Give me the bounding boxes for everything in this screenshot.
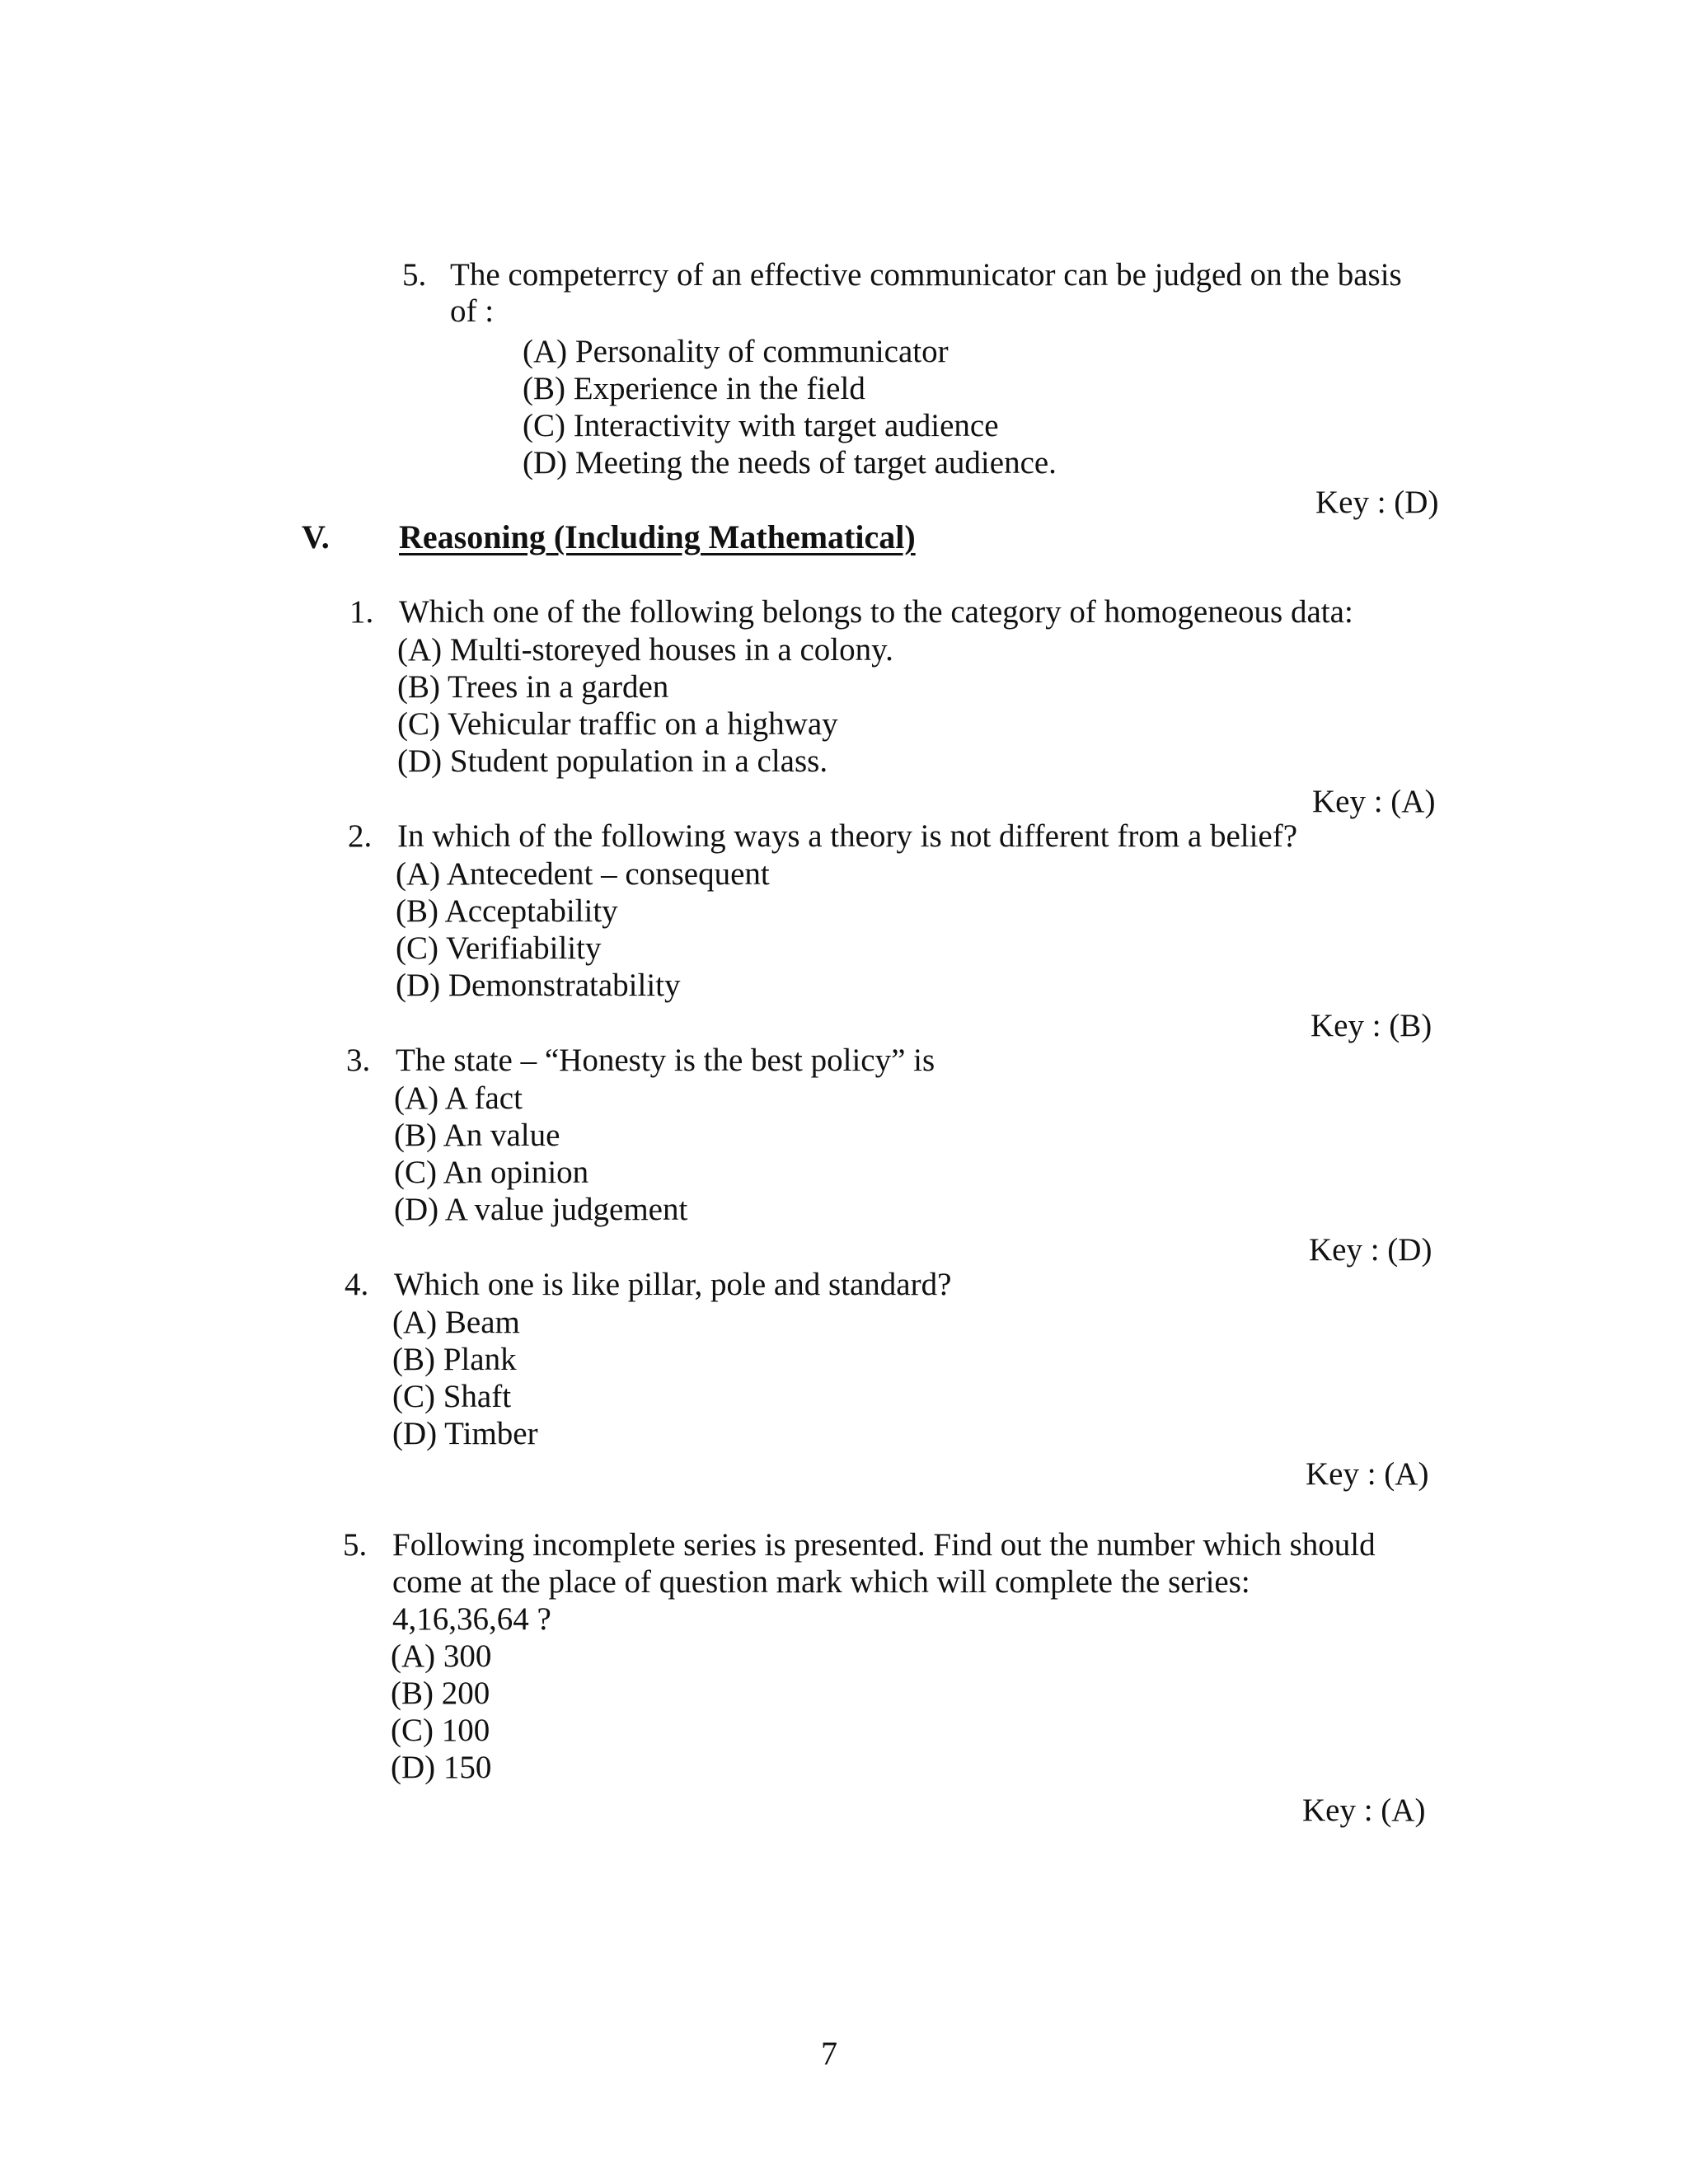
option-d: (D) Demonstratability xyxy=(396,968,681,1003)
option-b: (B) Trees in a garden xyxy=(397,669,669,705)
option-a: (A) 300 xyxy=(391,1638,492,1674)
question-number: 5. xyxy=(343,1527,368,1563)
question-number: 3. xyxy=(346,1043,371,1078)
option-b: (B) Experience in the field xyxy=(523,371,865,406)
answer-key: Key : (D) xyxy=(1315,485,1439,520)
option-d: (D) Student population in a class. xyxy=(397,743,828,779)
question-text-line: In which of the following ways a theory is not different from a belief? xyxy=(397,818,1298,854)
option-a: (A) Antecedent – consequent xyxy=(396,856,770,892)
question-number: 4. xyxy=(345,1267,369,1302)
option-c: (C) Interactivity with target audience xyxy=(523,408,999,443)
page-number: 7 xyxy=(821,2035,837,2072)
question-text-line: The competerrcy of an effective communicator can be judged on the basis xyxy=(450,257,1402,293)
option-b: (B) Plank xyxy=(392,1342,517,1377)
option-c: (C) Vehicular traffic on a highway xyxy=(397,706,838,742)
question-text-line: come at the place of question mark which will complete the series: xyxy=(392,1564,1250,1600)
question-text-line: 4,16,36,64 ? xyxy=(392,1601,551,1637)
question-number: 2. xyxy=(348,818,373,854)
option-c: (C) Shaft xyxy=(392,1379,512,1414)
question-text-line: Which one of the following belongs to the category of homogeneous data: xyxy=(399,594,1353,630)
answer-key: Key : (A) xyxy=(1302,1793,1426,1828)
option-a: (A) A fact xyxy=(394,1080,523,1116)
option-d: (D) A value judgement xyxy=(394,1192,688,1227)
question-text-line: The state – “Honesty is the best policy” is xyxy=(396,1043,935,1078)
answer-key: Key : (A) xyxy=(1306,1456,1429,1492)
question-text-line: Following incomplete series is presented. Find out the number which should xyxy=(392,1527,1376,1563)
option-b: (B) Acceptability xyxy=(396,893,618,929)
option-b: (B) 200 xyxy=(391,1675,490,1711)
option-b: (B) An value xyxy=(394,1118,560,1153)
section-number: V. xyxy=(302,518,330,555)
option-c: (C) 100 xyxy=(391,1713,490,1748)
option-d: (D) Timber xyxy=(392,1416,538,1451)
answer-key: Key : (D) xyxy=(1309,1232,1432,1268)
answer-key: Key : (B) xyxy=(1311,1008,1432,1043)
option-c: (C) An opinion xyxy=(394,1155,589,1190)
section-title: Reasoning (Including Mathematical) xyxy=(399,518,916,555)
option-d: (D) 150 xyxy=(391,1750,492,1785)
option-a: (A) Beam xyxy=(392,1305,520,1340)
option-a: (A) Multi-storeyed houses in a colony. xyxy=(397,632,893,668)
question-number: 1. xyxy=(349,594,374,630)
option-a: (A) Personality of communicator xyxy=(523,334,949,369)
question-text-line: of : xyxy=(450,293,495,329)
question-number: 5. xyxy=(402,257,427,293)
option-d: (D) Meeting the needs of target audience. xyxy=(523,445,1057,480)
option-c: (C) Verifiability xyxy=(396,930,602,966)
question-text-line: Which one is like pillar, pole and standard? xyxy=(394,1267,952,1302)
answer-key: Key : (A) xyxy=(1312,784,1436,819)
